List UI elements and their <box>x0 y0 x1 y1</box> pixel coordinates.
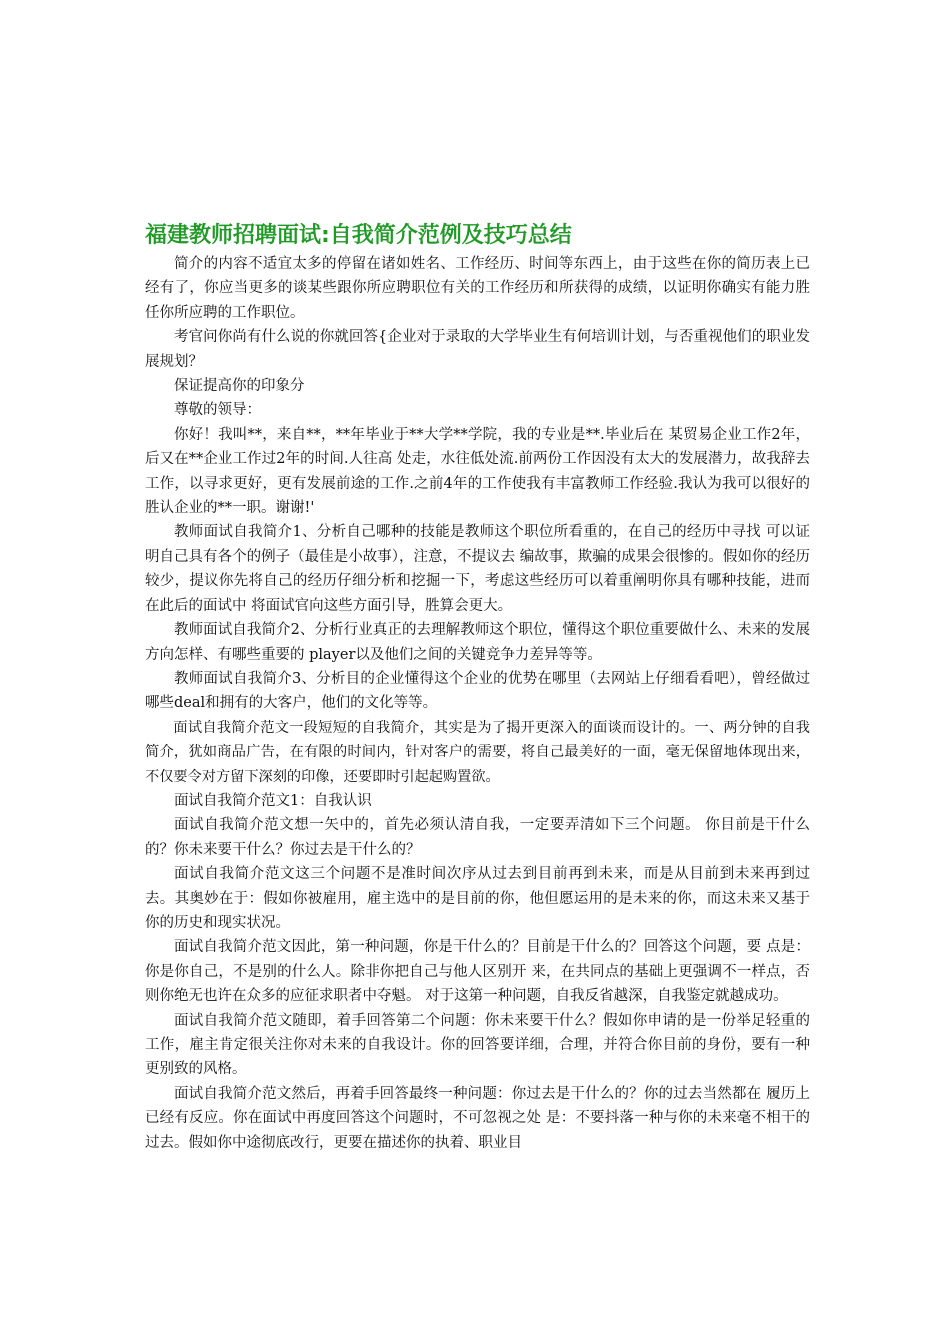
document-body <box>145 220 810 1155</box>
paragraph-third-question: 面试自我简介范文然后，再着手回答最终一种问题：你过去是干什么的？你的过去当然都在 履历上已经有反应。你在面试中再度回答这个问题时，不可忽视之处 是：不要抖落一种与你的未来毫不相干的过去。假如你中途彻底改行，更要在描述你的执着、职业目 <box>145 1085 810 1151</box>
paragraph-sample-1-heading: 面试自我简介范文1：自我认识 <box>174 792 372 809</box>
paragraph-interviewer-question: 考官问你尚有什么说的你就回答{企业对于录取的大学毕业生有何培训计划，与否重视他们的职业发展规划？ <box>145 329 810 370</box>
paragraph-question-order: 面试自我简介范文这三个问题不是准时间次序从过去到目前再到未来，而是从目前到未来再到过去。其奥妙在于：假如你被雇用，雇主选中的是目前的你，他但愿运用的是未来的你，而这未来又基于你的历史和现实状况。 <box>145 866 810 931</box>
paragraph-impression: 保证提高你的印象分 <box>174 378 305 395</box>
paragraph-sample-intro: 你好！我叫**，来自**，**年毕业于**大学**学院，我的专业是**.毕业后在 某贸易企业工作2年，后又在**企业工作过2年的时间.人往高 处走，水往低处流.前两份工作因没有太大的发展潜力，故我辞去工作，以寻求更好，更有发展前途的工作.之前4年的工作使我有丰富教师工作经验.我认为我可以很好的胜认企业的**一职。谢谢!' <box>145 426 810 517</box>
paragraph-tip-1: 教师面试自我简介1、分析自己哪种的技能是教师这个职位所看重的，在自己的经历中寻找 可以证明自己具有各个的例子（最佳是小故事），注意，不提议去 编故事，欺骗的成果会很惨的。假如你的经历较少，提议你先将自己的经历仔细分析和挖掘一下，考虑这些经历可以着重阐明你具有哪种技能，进而在此后的面试中 将面试官向这些方面引导，胜算会更大。 <box>145 524 810 614</box>
paragraph-salutation: 尊敬的领导： <box>174 402 261 419</box>
paragraph-intro: 简介的内容不适宜太多的停留在诸如姓名、工作经历、时间等东西上，由于这些在你的简历表上已经有了，你应当更多的谈某些跟你所应聘职位有关的工作经历和所获得的成绩，以证明你确实有能力胜任你所应聘的工作职位。 <box>145 256 810 321</box>
paragraph-tip-2: 教师面试自我简介2、分析行业真正的去理解教师这个职位，懂得这个职位重要做什么、未来的发展方向怎样、有哪些重要的 player以及他们之间的关键竞争力差异等等。 <box>145 622 810 663</box>
paragraph-sample-overview: 面试自我简介范文一段短短的自我简介，其实是为了揭开更深入的面谈而设计的。一、两分钟的自我简介，犹如商品广告，在有限的时间内，针对客户的需要，将自己最美好的一面，毫无保留地体现出来，不仅要令对方留下深刻的印像，还要即时引起起购置欲。 <box>145 719 810 785</box>
paragraph-first-question: 面试自我简介范文因此，第一种问题，你是干什么的？目前是干什么的？回答这个问题，要 点是：你是你自己，不是别的什么人。除非你把自己与他人区别开 来，在共同点的基础上更强调不一样点，否则你绝无也许在众多的应征求职者中夺魁。 对于这第一种问题，自我反省越深，自我鉴定就越成功。 <box>145 939 810 1005</box>
paragraph-three-questions: 面试自我简介范文想一矢中的，首先必须认清自我，一定要弄清如下三个问题。 你目前是干什么的？你未来要干什么？你过去是干什么的？ <box>145 817 810 858</box>
paragraph-tip-3: 教师面试自我简介3、分析目的企业懂得这个企业的优势在哪里（去网站上仔细看看吧），曾经做过哪些deal和拥有的大客户，他们的文化等等。 <box>145 670 810 712</box>
paragraph-second-question: 面试自我简介范文随即，着手回答第二个问题：你未来要干什么？假如你申请的是一份举足轻重的工作，雇主肯定很关注你对未来的自我设计。你的回答要详细，合理，并符合你目前的身份，要有一种更别致的风格。 <box>145 1012 810 1078</box>
document-title: 福建教师招聘面试:自我简介范例及技巧总结 <box>145 223 572 248</box>
